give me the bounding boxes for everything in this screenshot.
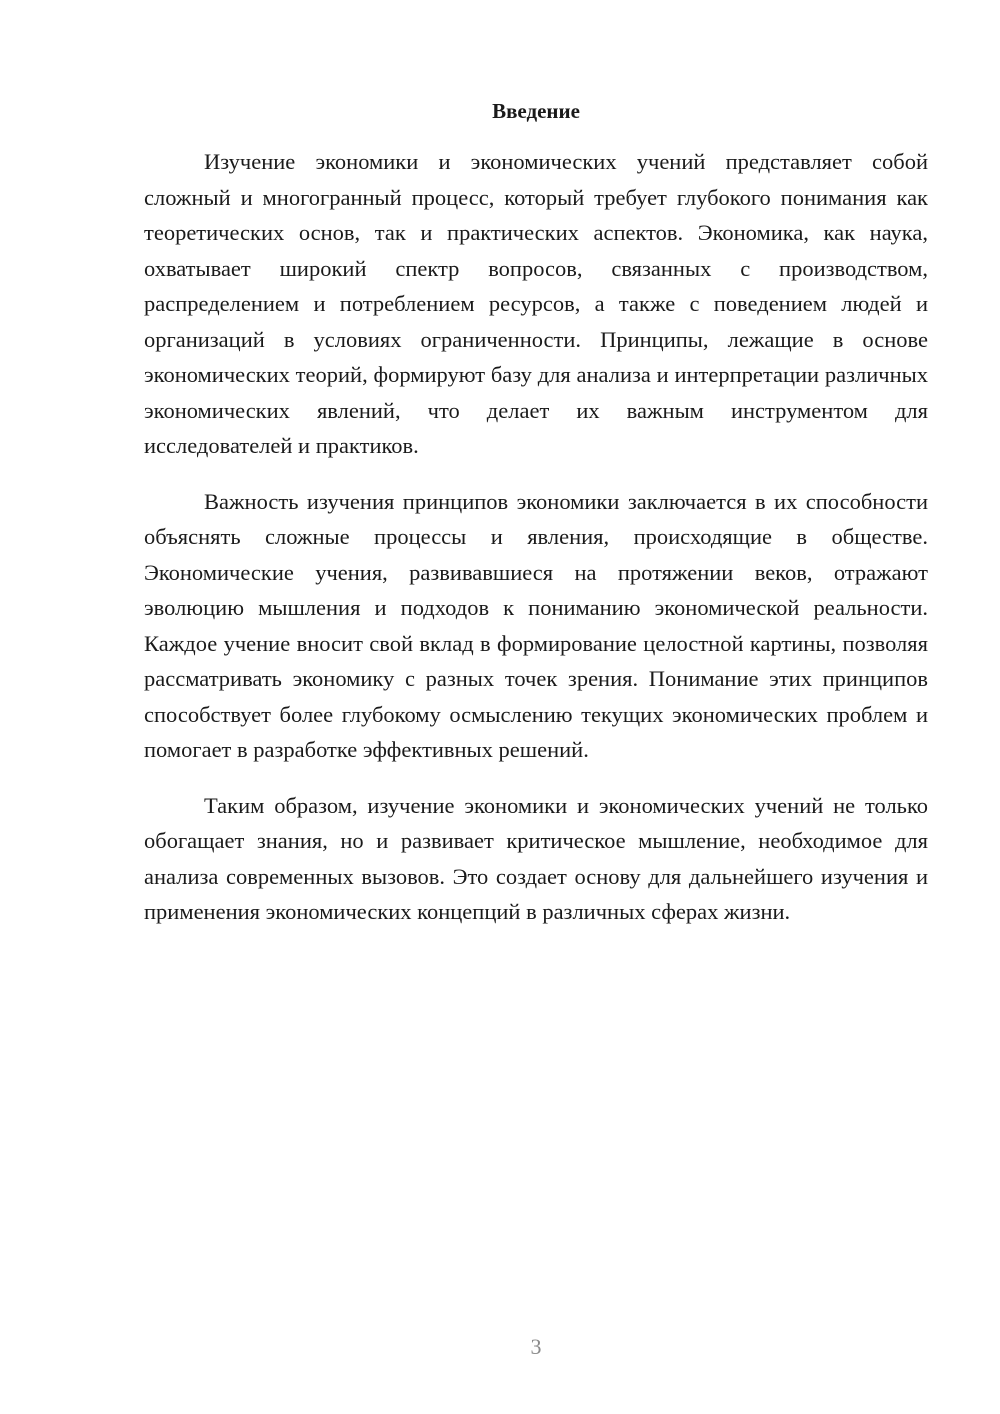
document-body xyxy=(144,96,928,950)
section-title: Введение xyxy=(492,99,580,123)
paragraph-1: Изучение экономики и экономических учений представляет собой сложный и многогранный процесс, который требует глубокого понимания как теоретических основ, так и практических аспектов. Экономика, как наука, охватывает широкий спектр вопросов, связанных с производством, распределением и потреблением ресурсов, а также с поведением людей и организаций в условиях ограниченности. Принципы, лежащие в основе экономических теорий, формируют базу для анализа и интерпретации различных экономических явлений, что делает их важным инструментом для исследователей и практиков. xyxy=(144,149,928,458)
paragraph-2: Важность изучения принципов экономики заключается в их способности объяснять сложные процессы и явления, происходящие в обществе. Экономические учения, развивавшиеся на протяжении веков, отражают эволюцию мышления и подходов к пониманию экономической реальности. Каждое учение вносит свой вклад в формирование целостной картины, позволяя рассматривать экономику с разных точек зрения. Понимание этих принципов способствует более глубокому осмыслению текущих экономических проблем и помогает в разработке эффективных решений. xyxy=(144,488,928,762)
paragraph-3: Таким образом, изучение экономики и экономических учений не только обогащает знания, но и развивает критическое мышление, необходимое для анализа современных вызовов. Это создает основу для дальнейшего изучения и применения экономических концепций в различных сферах жизни. xyxy=(144,792,928,924)
page-number: 3 xyxy=(530,1334,542,1359)
